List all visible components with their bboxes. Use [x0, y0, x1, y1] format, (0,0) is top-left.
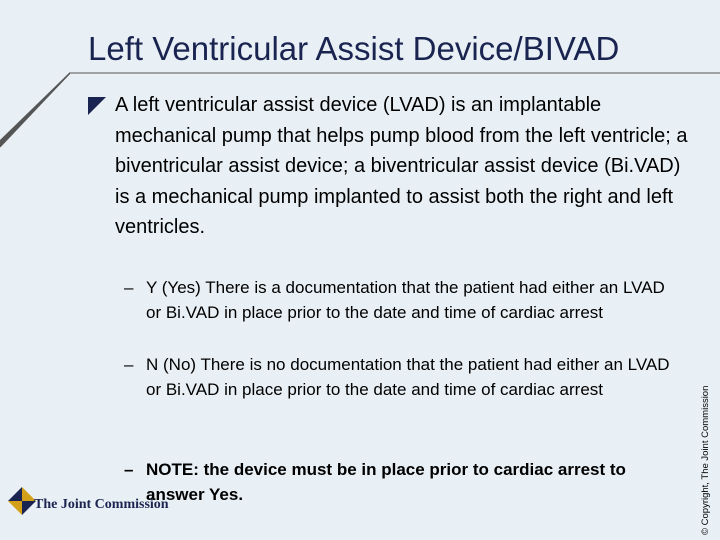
- dash-marker: –: [124, 278, 134, 297]
- triangle-bullet-icon: [88, 97, 106, 115]
- sub-bullet-yes-text: Y (Yes) There is a documentation that the patient had either an LVAD or Bi.VAD in place prior to the date and time of cardiac arrest: [146, 278, 665, 322]
- sub-bullet-no: [124, 353, 684, 402]
- main-bullet-end: ventricles.: [115, 216, 206, 238]
- joint-commission-logo-text: The Joint Commission: [34, 497, 169, 512]
- slide-title: Left Ventricular Assist Device/BIVAD: [88, 30, 620, 67]
- main-bullet-text: A left ventricular assist device (LVAD) is an implantable mechanical pump that helps pump blood from the left ventricle; a biventricular assist device; a biventricular assist device (Bi.VAD) is a mechanical pump implanted to assist both the right and left: [115, 94, 688, 208]
- note-text: NOTE: the device must be in place prior to cardiac arrest to answer Yes.: [146, 460, 626, 504]
- main-bullet: [115, 90, 695, 243]
- note-bullet: [124, 458, 684, 507]
- sub-bullet-yes: [124, 276, 684, 325]
- dash-marker: –: [124, 460, 134, 479]
- copyright-notice: © Copyright, The Joint Commission: [700, 385, 711, 535]
- sub-bullet-no-text: N (No) There is no documentation that the patient had either an LVAD or Bi.VAD in place prior to the date and time of cardiac arrest: [146, 355, 670, 399]
- dash-marker: –: [124, 355, 134, 374]
